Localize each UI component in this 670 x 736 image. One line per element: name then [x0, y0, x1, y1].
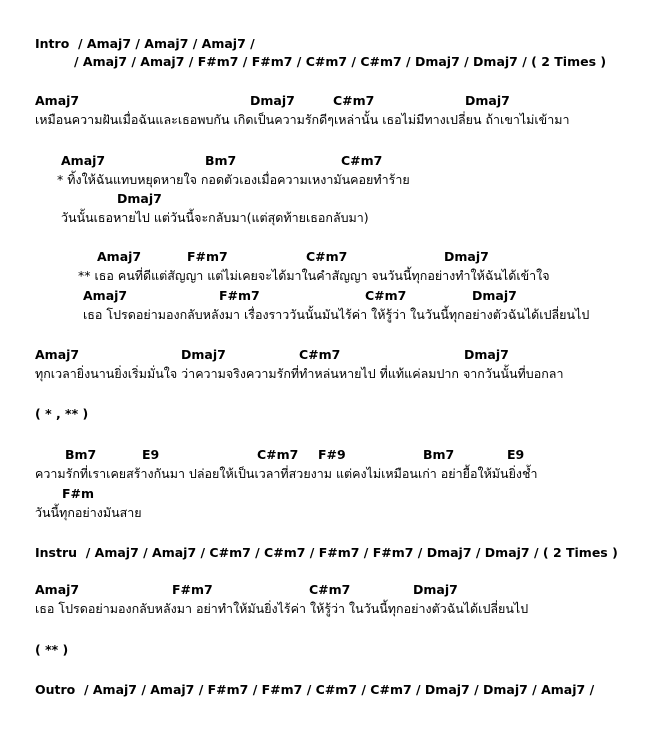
lyric-line: เธอ โปรดอย่ามองกลับหลังมา เรื่องราววันนั้นมันไร้ค่า ให้รู้ว่า ในวันนี้ทุกอย่างตัวฉันได้เปลี่ยนไป	[83, 307, 590, 322]
chord: C#m7	[299, 347, 341, 362]
repeat-marker: ( * , ** )	[35, 406, 89, 421]
chord: F#m7	[187, 249, 228, 264]
lyric-line: เธอ โปรดอย่ามองกลับหลังมา อย่าทำให้มันยิ่งไร้ค่า ให้รู้ว่า ในวันนี้ทุกอย่างตัวฉันได้เปลี่ยนไป	[35, 601, 529, 616]
chord: Dmaj7	[465, 93, 510, 108]
lyric-line: วันนี้ทุกอย่างมันสาย	[35, 505, 142, 520]
lyric-line: เหมือนความฝันเมื่อฉันและเธอพบกัน เกิดเป็นความรักดีๆเหล่านั้น เธอไม่มีทางเปลี่ยน ถ้าเขาไม่เข้ามา	[35, 112, 570, 127]
chord: Dmaj7	[181, 347, 226, 362]
lyric-line: ทุกเวลายิ่งนานยิ่งเริ่มมั่นใจ ว่าความจริงความรักที่ทำหล่นหายไป ที่แท้แค่ลมปาก จากวันนั้นที่บอกลา	[35, 366, 564, 381]
chord: C#m7	[365, 288, 407, 303]
chord: Dmaj7	[444, 249, 489, 264]
chord: Dmaj7	[472, 288, 517, 303]
chord: C#m7	[306, 249, 348, 264]
chord: Bm7	[423, 447, 455, 462]
lyric-line: ** เธอ คนที่ดีแต่สัญญา แต่ไม่เคยจะได้มาในคำสัญญา จนวันนี้ทุกอย่างทำให้ฉันได้เข้าใจ	[78, 268, 550, 283]
lyric-line: ความรักที่เราเคยสร้างกันมา ปล่อยให้เป็นเวลาที่สวยงาม แต่คงไม่เหมือนเก่า อย่ายื้อให้มันยิ่งช้ำ	[35, 466, 538, 481]
chord: Dmaj7	[250, 93, 295, 108]
chord: F#9	[318, 447, 346, 462]
chord: C#m7	[333, 93, 375, 108]
chord: Amaj7	[35, 347, 80, 362]
chord: F#m7	[219, 288, 260, 303]
chord: Dmaj7	[117, 191, 162, 206]
chord: Dmaj7	[464, 347, 509, 362]
chord: Dmaj7	[413, 582, 458, 597]
chord: F#m7	[172, 582, 213, 597]
lyric-line: * ทิ้งให้ฉันแทบหยุดหายใจ กอดตัวเองเมื่อความเหงามันคอยทำร้าย	[57, 172, 410, 187]
chord: E9	[142, 447, 160, 462]
instru-line: Instru / Amaj7 / Amaj7 / C#m7 / C#m7 / F#m7 / F#m7 / Dmaj7 / Dmaj7 / ( 2 Times )	[35, 545, 618, 560]
repeat-marker: ( ** )	[35, 642, 69, 657]
chord: E9	[507, 447, 525, 462]
intro-line-2: / Amaj7 / Amaj7 / F#m7 / F#m7 / C#m7 / C#m7 / Dmaj7 / Dmaj7 / ( 2 Times )	[74, 54, 607, 69]
chord: Amaj7	[61, 153, 106, 168]
chord: Amaj7	[35, 582, 80, 597]
chord: Amaj7	[83, 288, 128, 303]
chord: F#m	[62, 486, 95, 501]
intro-line-1: Intro / Amaj7 / Amaj7 / Amaj7 /	[35, 36, 255, 51]
lyric-line: วันนั้นเธอหายไป แต่วันนี้จะกลับมา(แต่สุดท้ายเธอกลับมา)	[61, 210, 369, 225]
chord: Bm7	[65, 447, 97, 462]
chord: Amaj7	[97, 249, 142, 264]
chord: C#m7	[309, 582, 351, 597]
chord: Amaj7	[35, 93, 80, 108]
chord: C#m7	[341, 153, 383, 168]
chord: C#m7	[257, 447, 299, 462]
outro-line: Outro / Amaj7 / Amaj7 / F#m7 / F#m7 / C#m7 / C#m7 / Dmaj7 / Dmaj7 / Amaj7 /	[35, 682, 595, 697]
chord: Bm7	[205, 153, 237, 168]
